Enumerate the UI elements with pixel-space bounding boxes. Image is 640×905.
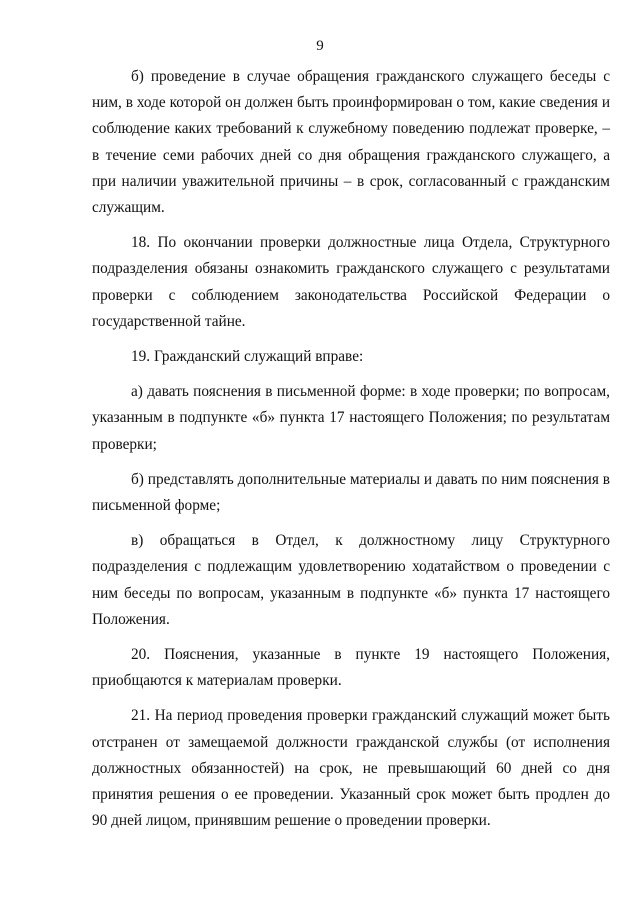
paragraph-19-item-b: б) представлять дополнительные материалы и давать по ним пояснения в письменной форме; xyxy=(92,470,610,515)
paragraph-20: 20. Пояснения, указанные в пункте 19 настоящего Положения, приобщаются к материалам проверки. xyxy=(92,646,610,690)
page-number: 9 xyxy=(316,38,324,54)
document-body xyxy=(92,64,610,834)
paragraph-21: 21. На период проведения проверки гражданский служащий может быть отстранен от замещаемой должности гражданской службы (от исполнения должностных обязанностей) на срок, не превышающий 60 дней со дня принятия решения о ее проведении. Указанный срок может быть продлен до 90 дней лицом, принявшим решение о проведении проверки. xyxy=(92,707,610,830)
paragraph-19: 19. Гражданский служащий вправе: xyxy=(131,348,364,366)
paragraph-19-item-a: а) давать пояснения в письменной форме: в ходе проверки; по вопросам, указанным в подпункте «б» пункта 17 настоящего Положения; по результатам проверки; xyxy=(92,383,610,453)
paragraph-18: 18. По окончании проверки должностные лица Отдела, Структурного подразделения обязаны ознакомить гражданского служащего с результатами проверки с соблюдением законодательства Российской Федерации о государственной тайне. xyxy=(92,234,610,330)
paragraph-19-item-v: в) обращаться в Отдел, к должностному лицу Структурного подразделения с подлежащим удовлетворению ходатайством о проведении с ним беседы по вопросам, указанным в подпункте «б» пункта 17 настоящего Положения. xyxy=(92,532,610,628)
paragraph-item-b-conversation: б) проведение в случае обращения гражданского служащего беседы с ним, в ходе которой он должен быть проинформирован о том, какие сведения и соблюдение каких требований к служебному поведению подлежат проверке, – в течение семи рабочих дней со дня обращения гражданского служащего, а при наличии уважительной причины – в срок, согласованный с гражданским служащим. xyxy=(92,68,610,217)
